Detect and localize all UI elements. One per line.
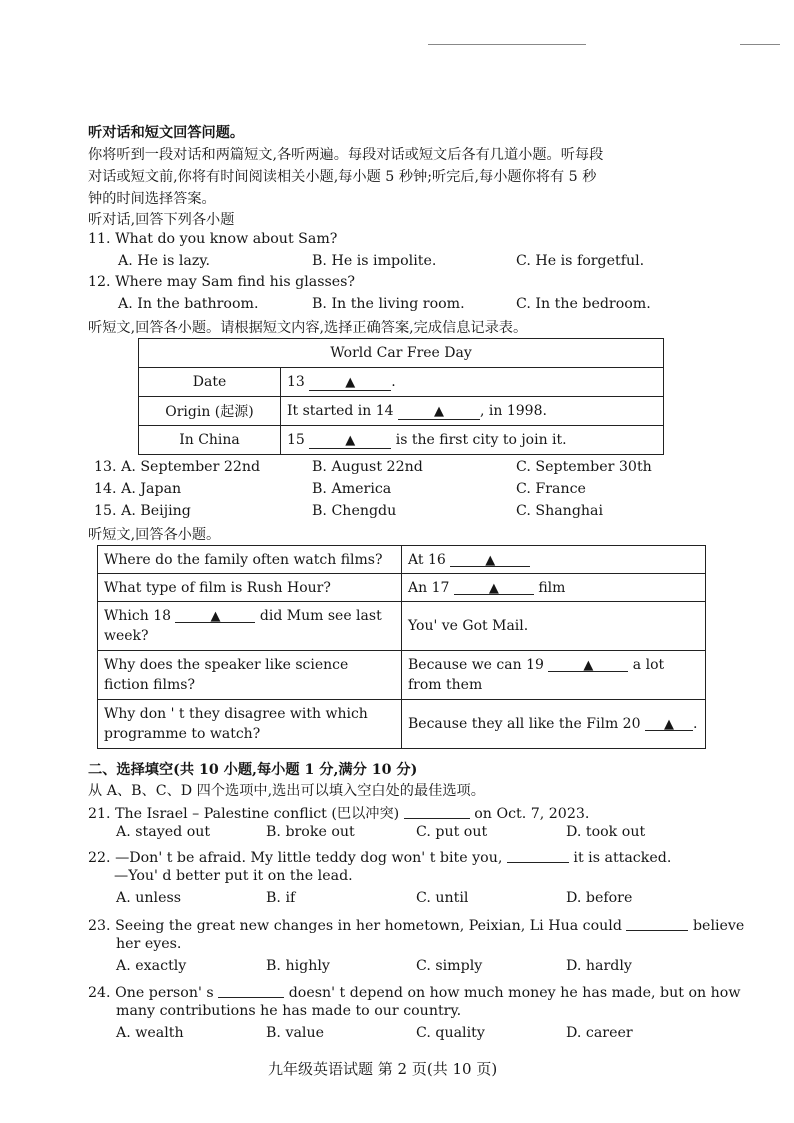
table2-row2-question: What type of film is Rush Hour?: [98, 574, 402, 602]
q24-option-d[interactable]: D. career: [566, 1025, 633, 1041]
q23-option-a[interactable]: A. exactly: [116, 958, 187, 974]
intro-line-2: 对话或短文前,你将有时间阅读相关小题,每小题 5 秒钟;听完后,每小题你将有 5 秒: [88, 169, 597, 185]
table1-label-origin: Origin (起源): [139, 397, 281, 426]
answer-blank-19[interactable]: [548, 656, 628, 672]
table2-row5-question: Why don ' t they disagree with which programme to watch?: [98, 700, 402, 749]
q21-stem-suffix: on Oct. 7, 2023.: [474, 806, 590, 822]
page-footer: 九年级英语试题 第 2 页(共 10 页): [268, 1060, 498, 1078]
top-rule: [428, 44, 586, 45]
triangle-marker: ▲: [345, 433, 356, 448]
q23-answer-blank[interactable]: [626, 915, 688, 931]
q12-option-a[interactable]: A. In the bathroom.: [118, 296, 259, 312]
table2-row2-prefix: An 17: [408, 579, 450, 596]
q21-stem: [88, 802, 589, 823]
q12-option-c[interactable]: C. In the bedroom.: [516, 296, 651, 312]
q23-option-c[interactable]: C. simply: [416, 958, 483, 974]
triangle-marker: ▲: [488, 580, 499, 596]
q15-option-c[interactable]: C. Shanghai: [516, 503, 604, 519]
table1-answer-15: [281, 426, 664, 455]
q21-option-b[interactable]: B. broke out: [266, 824, 355, 840]
section-listening-title: 听对话和短文回答问题。: [88, 125, 245, 141]
q22-option-c[interactable]: C. until: [416, 890, 469, 906]
q15-option-b[interactable]: B. Chengdu: [312, 503, 397, 519]
q22-answer-blank[interactable]: [507, 847, 569, 863]
answer-blank-15[interactable]: [309, 433, 391, 449]
q24-option-b[interactable]: B. value: [266, 1025, 324, 1041]
passage1-instruction: 听短文,回答各小题。请根据短文内容,选择正确答案,完成信息记录表。: [88, 320, 528, 336]
q23-option-b[interactable]: B. highly: [266, 958, 330, 974]
triangle-marker: ▲: [345, 375, 356, 390]
q22-option-a[interactable]: A. unless: [116, 890, 182, 906]
answer-blank-14[interactable]: [398, 404, 480, 420]
info-table-films: [97, 545, 706, 749]
table1-label-date: Date: [139, 368, 281, 397]
table2-row2-answer: [402, 574, 706, 602]
table1-answer-14: [281, 397, 664, 426]
q21-option-d[interactable]: D. took out: [566, 824, 646, 840]
table2-row5-prefix: Because they all like the Film 20: [408, 716, 641, 732]
q24-option-c[interactable]: C. quality: [416, 1025, 485, 1041]
q24-line2: many contributions he has made to our country.: [116, 1003, 462, 1019]
triangle-marker: ▲: [583, 658, 594, 673]
q24-stem-prefix: 24. One person' s: [88, 985, 214, 1001]
q14-option-c[interactable]: C. France: [516, 481, 586, 497]
section2-instruction: 从 A、B、C、D 四个选项中,选出可以填入空白处的最佳选项。: [88, 783, 485, 799]
table2-row2-suffix: film: [538, 579, 566, 596]
q23-option-d[interactable]: D. hardly: [566, 958, 632, 974]
q14-option-b[interactable]: B. America: [312, 481, 392, 497]
q21-option-a[interactable]: A. stayed out: [116, 824, 211, 840]
q21-answer-blank[interactable]: [404, 803, 470, 819]
q23-line2: her eyes.: [116, 936, 182, 952]
q21-stem-prefix: 21. The Israel – Palestine conflict (巴以冲突): [88, 806, 400, 822]
answer-blank-20[interactable]: [645, 715, 693, 731]
table2-row4-answer: [402, 651, 706, 700]
q24-answer-blank[interactable]: [218, 982, 284, 998]
table2-row4-prefix: Because we can 19: [408, 657, 544, 673]
q23-stem-prefix: 23. Seeing the great new changes in her hometown, Peixian, Li Hua could: [88, 918, 622, 934]
q12-stem: 12. Where may Sam find his glasses?: [88, 274, 356, 290]
section2-title: 二、选择填空(共 10 小题,每小题 1 分,满分 10 分): [88, 762, 418, 778]
q22-option-d[interactable]: D. before: [566, 890, 633, 906]
table2-row3-question: [98, 602, 402, 651]
table2-row1-answer: [402, 546, 706, 574]
table2-row5-answer: [402, 700, 706, 749]
q22-stem-prefix: 22. —Don' t be afraid. My little teddy dog won' t bite you,: [88, 850, 503, 866]
q13-option-a[interactable]: 13. A. September 22nd: [94, 459, 261, 475]
blank-number-13: 13: [287, 374, 305, 390]
table1-row2-suffix: , in 1998.: [480, 403, 547, 419]
triangle-marker: ▲: [485, 552, 496, 568]
q14-option-a[interactable]: 14. A. Japan: [94, 481, 182, 497]
table2-row1-question: Where do the family often watch films?: [98, 546, 402, 574]
blank-number-15: 15: [287, 432, 305, 448]
answer-blank-16[interactable]: [450, 551, 530, 567]
table1-answer-13: [281, 368, 664, 397]
q24-option-a[interactable]: A. wealth: [116, 1025, 184, 1041]
top-rule-short: [740, 44, 780, 45]
table2-row3-prefix: Which 18: [104, 608, 172, 624]
q13-option-b[interactable]: B. August 22nd: [312, 459, 423, 475]
intro-line-1: 你将听到一段对话和两篇短文,各听两遍。每段对话或短文后各有几道小题。听每段: [88, 147, 604, 163]
q22-option-b[interactable]: B. if: [266, 890, 296, 906]
table1-row1-suffix: .: [391, 374, 396, 390]
table1-label-china: In China: [139, 426, 281, 455]
q11-option-a[interactable]: A. He is lazy.: [118, 253, 210, 269]
q21-option-c[interactable]: C. put out: [416, 824, 488, 840]
q23-stem: [88, 914, 744, 934]
answer-blank-13[interactable]: [309, 375, 391, 391]
q15-option-a[interactable]: 15. A. Beijing: [94, 503, 191, 519]
table2-row4-suffix: a lot from them: [408, 657, 665, 693]
q22-line2: —You' d better put it on the lead.: [114, 868, 353, 884]
info-table-car-free-day: [138, 338, 664, 455]
answer-blank-17[interactable]: [454, 579, 534, 595]
q11-option-b[interactable]: B. He is impolite.: [312, 253, 437, 269]
table1-row2-prefix: It started in 14: [287, 403, 394, 419]
dialog-instruction: 听对话,回答下列各小题: [88, 212, 235, 228]
q11-stem: 11. What do you know about Sam?: [88, 231, 338, 247]
q11-option-c[interactable]: C. He is forgetful.: [516, 253, 645, 269]
q22-stem-suffix: it is attacked.: [573, 850, 672, 866]
table2-row3-answer: You' ve Got Mail.: [402, 602, 706, 651]
q12-option-b[interactable]: B. In the living room.: [312, 296, 465, 312]
q22-stem: [88, 846, 671, 866]
triangle-marker: ▲: [434, 404, 444, 419]
table2-row3-suffix: did Mum see last week?: [104, 608, 382, 644]
intro-line-3: 钟的时间选择答案。: [88, 191, 216, 207]
passage2-instruction: 听短文,回答各小题。: [88, 527, 221, 543]
q23-stem-suffix: believe: [692, 918, 745, 934]
answer-blank-18[interactable]: [175, 607, 255, 623]
table2-row4-question: Why does the speaker like science fiction films?: [98, 651, 402, 700]
triangle-marker: ▲: [210, 609, 221, 624]
triangle-marker: ▲: [663, 717, 674, 732]
table1-title: World Car Free Day: [139, 339, 664, 368]
q13-option-c[interactable]: C. September 30th: [516, 459, 652, 475]
q24-stem-suffix: doesn' t depend on how much money he has made, but on how: [288, 985, 741, 1001]
table2-row5-suffix: .: [692, 716, 698, 732]
table2-row1-prefix: At 16: [408, 551, 446, 568]
table1-row3-suffix: is the first city to join it.: [395, 432, 567, 448]
q24-stem: [88, 981, 741, 1001]
